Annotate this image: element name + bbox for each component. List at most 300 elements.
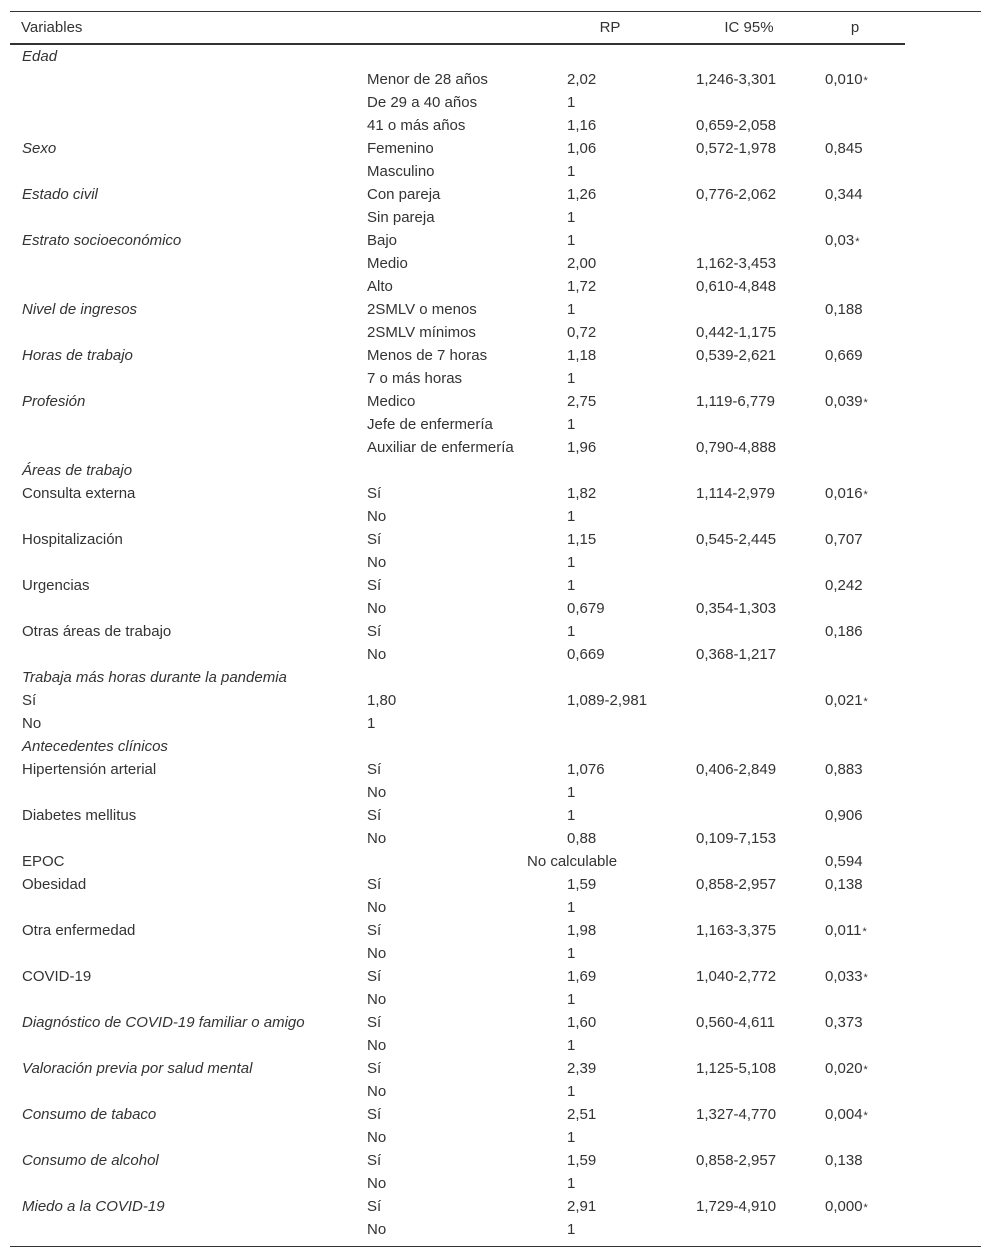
variable-cell-text: Obesidad [22, 876, 87, 893]
ic-cell-text: 1,114-2,979 [696, 485, 775, 502]
p-cell-text: 0,033 [825, 968, 863, 985]
category-cell-text: No [367, 945, 387, 962]
significance-mark: * [863, 696, 868, 708]
ic-cell [696, 1057, 776, 1080]
table-row [0, 1057, 992, 1080]
table-row [0, 896, 992, 919]
category-cell [367, 367, 462, 390]
p-cell-text: 0,883 [825, 761, 863, 778]
rp-cell [567, 436, 596, 459]
table-row [0, 804, 992, 827]
p-cell [825, 390, 868, 415]
table-row [0, 321, 992, 344]
ic-cell [696, 114, 776, 137]
ic-cell [696, 390, 775, 413]
rp-cell [567, 321, 596, 344]
ic-cell-text: 0,539-2,621 [696, 347, 777, 364]
table-row [0, 183, 992, 206]
category-cell [367, 1195, 381, 1218]
ic-cell [696, 137, 776, 160]
p-cell-text: 0,016 [825, 485, 863, 502]
table-row [0, 137, 992, 160]
rp-cell-text: 1 [567, 416, 576, 433]
ic-cell [696, 1011, 775, 1034]
section-label [22, 735, 168, 758]
variable-cell-text: Profesión [22, 393, 86, 410]
variable-cell-text: EPOC [22, 853, 65, 870]
p-cell [825, 574, 863, 597]
p-cell-text: 0,03 [825, 232, 855, 249]
variable-cell-text: Valoración previa por salud mental [22, 1060, 253, 1077]
variable-cell [22, 1057, 252, 1080]
p-cell-text: 0,010 [825, 71, 863, 88]
rp-cell [567, 919, 596, 942]
ic-cell-text: 1,246-3,301 [696, 71, 777, 88]
variable-cell-text: Hospitalización [22, 531, 123, 548]
variable-cell-text: Diagnóstico de COVID-19 familiar o amigo [22, 1014, 305, 1031]
rp-cell-text: 1,076 [567, 761, 605, 778]
ic-cell-text: 0,560-4,611 [696, 1014, 775, 1031]
variable-cell [22, 229, 181, 252]
ic-cell [696, 597, 776, 620]
category-cell-text: Alto [367, 278, 393, 295]
variable-cell-text: Hipertensión arterial [22, 761, 157, 778]
rp-cell-text: 1,18 [567, 347, 597, 364]
header-variables: Variables [21, 19, 83, 36]
table-row [0, 712, 992, 735]
category-cell-text: 41 o más años [367, 117, 466, 134]
p-cell [825, 873, 863, 896]
significance-mark: * [855, 236, 860, 248]
no-calculable-cell [527, 850, 617, 873]
rp-cell [567, 505, 575, 528]
table-row [0, 873, 992, 896]
category-cell-text: Sí [367, 577, 382, 594]
table-row [0, 1149, 992, 1172]
rp-cell-text: 1,69 [567, 968, 597, 985]
p-cell [825, 528, 863, 551]
section-label-text: Edad [22, 48, 58, 65]
ic-cell [696, 436, 776, 459]
p-cell-text: 0,344 [825, 186, 863, 203]
variable-cell [22, 344, 133, 367]
p-cell-text: 0,906 [825, 807, 863, 824]
ic-cell-text: 0,858-2,957 [696, 1152, 777, 1169]
category-cell-text: Sí [367, 761, 382, 778]
section-header-row [0, 459, 992, 482]
table-row [0, 942, 992, 965]
category-cell-text: Sí [367, 485, 382, 502]
table-row [0, 1126, 992, 1149]
significance-mark: * [863, 1110, 868, 1122]
rp-cell [567, 298, 575, 321]
category-cell-text: Sí [367, 876, 382, 893]
rp-cell [567, 643, 605, 666]
variable-cell-text: Consumo de alcohol [22, 1152, 159, 1169]
rp-cell [567, 275, 596, 298]
category-cell-text: 7 o más horas [367, 370, 463, 387]
variable-cell-text: Consumo de tabaco [22, 1106, 157, 1123]
rp-cell [567, 988, 575, 1011]
category-cell-text: Femenino [367, 140, 434, 157]
category-cell-text: No [367, 646, 387, 663]
p-cell-text: 0,138 [825, 1152, 863, 1169]
significance-mark: * [863, 397, 868, 409]
rp-cell-text: 1,72 [567, 278, 597, 295]
rp-cell [567, 896, 575, 919]
rp-cell [567, 160, 575, 183]
category-cell [367, 390, 415, 413]
rp-cell [567, 758, 605, 781]
section-header-row [0, 45, 992, 68]
ic-cell-text: 0,109-7,153 [696, 830, 777, 847]
category-cell [367, 114, 465, 137]
category-cell [367, 1011, 381, 1034]
variable-cell [22, 574, 90, 597]
significance-mark: * [863, 1202, 868, 1214]
category-cell-text: Sí [367, 1014, 382, 1031]
rp-cell [567, 390, 596, 413]
rp-cell [567, 574, 575, 597]
category-cell-text: 2SMLV mínimos [367, 324, 476, 341]
variable-cell [22, 965, 91, 988]
category-cell [367, 298, 477, 321]
category-cell [367, 781, 386, 804]
category-cell [367, 758, 381, 781]
ic-cell [696, 643, 776, 666]
table-row [0, 689, 992, 712]
category-cell [22, 712, 41, 735]
category-cell-text: No [367, 600, 387, 617]
table-row [0, 574, 992, 597]
variable-cell [22, 620, 171, 643]
table-row [0, 252, 992, 275]
table-row [0, 390, 992, 413]
table-row [0, 551, 992, 574]
variable-cell [22, 528, 123, 551]
ic-cell [696, 183, 776, 206]
table-row [0, 344, 992, 367]
rp-cell-text: 2,00 [567, 255, 597, 272]
rp-cell-text: 1,26 [567, 186, 597, 203]
rp-cell-text: 2,02 [567, 71, 597, 88]
ic-cell-text: 0,354-1,303 [696, 600, 777, 617]
category-cell [367, 827, 386, 850]
ic-cell [696, 873, 776, 896]
rp-cell-text: 1 [567, 1129, 576, 1146]
variable-cell [22, 390, 85, 413]
category-cell-text: Auxiliar de enfermería [367, 439, 514, 456]
ic-cell-text: 0,790-4,888 [696, 439, 777, 456]
p-cell-text: 0,594 [825, 853, 863, 870]
p-cell [825, 1103, 868, 1128]
ic-cell-text: 0,858-2,957 [696, 876, 777, 893]
category-cell-text: Sí [367, 531, 382, 548]
category-cell [367, 137, 434, 160]
category-cell-text: No [367, 1221, 387, 1238]
rp-cell-text: 1,59 [567, 1152, 597, 1169]
category-cell-text: Sin pareja [367, 209, 435, 226]
category-cell [367, 597, 386, 620]
category-cell [367, 873, 381, 896]
variable-cell-text: Urgencias [22, 577, 90, 594]
category-cell-text: Sí [367, 968, 382, 985]
table-row [0, 528, 992, 551]
category-cell [367, 321, 476, 344]
variable-cell-text: Estrato socioeconómico [22, 232, 182, 249]
ic-cell-text: 1,162-3,453 [696, 255, 777, 272]
p-cell [825, 344, 863, 367]
ic-cell [696, 965, 776, 988]
rp-cell-text: 2,39 [567, 1060, 597, 1077]
rp-cell-text: 1,60 [567, 1014, 597, 1031]
category-cell [367, 1057, 381, 1080]
p-cell-text: 0,242 [825, 577, 863, 594]
header-ic95: IC 95% [724, 19, 774, 36]
category-cell-text: De 29 a 40 años [367, 94, 478, 111]
rp-cell-text: 1 [567, 301, 576, 318]
ic-cell-text: 0,610-4,848 [696, 278, 777, 295]
rp-cell-text: 0,669 [567, 646, 605, 663]
p-cell-text: 0,186 [825, 623, 863, 640]
table-row [0, 1195, 992, 1218]
rp-cell-text: 1,06 [567, 140, 597, 157]
table-row [0, 827, 992, 850]
p-cell-text: 0,845 [825, 140, 863, 157]
category-cell-text: Bajo [367, 232, 398, 249]
category-cell [367, 919, 381, 942]
category-cell-text: No [367, 830, 387, 847]
category-cell-text: No [367, 1037, 387, 1054]
category-cell [367, 183, 440, 206]
rp-cell-text: 1 [567, 94, 576, 111]
rp-cell-text: 1,15 [567, 531, 597, 548]
rp-cell-text: 1,82 [567, 485, 597, 502]
p-cell-text: 0,138 [825, 876, 863, 893]
rp-cell-text: 2,51 [567, 1106, 597, 1123]
category-cell-text: Sí [367, 807, 382, 824]
table-row [0, 1103, 992, 1126]
ic-cell-text: 1,125-5,108 [696, 1060, 777, 1077]
table-row [0, 758, 992, 781]
variable-cell [22, 482, 135, 505]
category-cell-text: Con pareja [367, 186, 441, 203]
category-cell-text: No [367, 1129, 387, 1146]
category-cell [367, 965, 381, 988]
category-cell [367, 1218, 386, 1241]
table-row [0, 68, 992, 91]
category-cell [367, 1172, 386, 1195]
rp-cell-text: 1 [567, 784, 576, 801]
variable-cell-text: Diabetes mellitus [22, 807, 137, 824]
p-cell-text: 0,707 [825, 531, 863, 548]
rp-cell-text: 1 [567, 209, 576, 226]
rp-cell [567, 68, 596, 91]
rp-cell-text: 1 [567, 1221, 576, 1238]
variable-cell [22, 919, 135, 942]
category-cell [367, 574, 381, 597]
rp-cell [567, 229, 575, 252]
category-cell [367, 1126, 386, 1149]
category-cell-text: Sí [367, 1152, 382, 1169]
category-cell-text: No [367, 899, 387, 916]
variable-cell [22, 137, 56, 160]
rp-cell-text: 2,75 [567, 393, 597, 410]
category-cell [367, 551, 386, 574]
rp-cell-text: 0,679 [567, 600, 605, 617]
rp-cell [567, 551, 575, 574]
rp-cell-text: 1 [567, 899, 576, 916]
section-label-text: Trabaja más horas durante la pandemia [22, 669, 287, 686]
rp-cell [567, 482, 596, 505]
section-label [22, 666, 287, 689]
rp-cell-text: 1,16 [567, 117, 597, 134]
category-cell [367, 252, 408, 275]
rp-cell-text: 1,80 [367, 692, 397, 709]
ic-cell [696, 344, 776, 367]
ic-cell [696, 919, 776, 942]
variable-cell-text: Estado civil [22, 186, 98, 203]
category-cell-text: Sí [367, 623, 382, 640]
ic-cell [696, 528, 776, 551]
ic-cell [696, 275, 776, 298]
section-label-text: Antecedentes clínicos [22, 738, 168, 755]
ic-cell-text: 1,163-3,375 [696, 922, 777, 939]
rp-cell-text: 1 [367, 715, 376, 732]
rp-cell-text: 1 [567, 370, 576, 387]
category-cell-text: No [367, 991, 387, 1008]
table-row [0, 965, 992, 988]
ic-cell [696, 1103, 776, 1126]
variable-cell-text: Consulta externa [22, 485, 136, 502]
rp-cell-text: 1 [567, 623, 576, 640]
table-row [0, 91, 992, 114]
table-row [0, 597, 992, 620]
ic-cell-text: 0,442-1,175 [696, 324, 777, 341]
rp-cell-text: 1 [567, 508, 576, 525]
rp-cell [567, 413, 575, 436]
category-cell [367, 275, 393, 298]
table-bottom-rule [10, 1246, 981, 1247]
rp-cell [567, 1080, 575, 1103]
p-cell [825, 1195, 868, 1220]
rp-cell [567, 873, 596, 896]
ic-cell-text: 0,545-2,445 [696, 531, 777, 548]
rp-cell-text: 1 [567, 232, 576, 249]
rp-cell [367, 689, 396, 712]
p-cell-text: 0,373 [825, 1014, 863, 1031]
rp-cell-text: 0,72 [567, 324, 597, 341]
category-cell [367, 505, 386, 528]
ic-cell [696, 827, 776, 850]
ic-cell-text: 0,572-1,978 [696, 140, 777, 157]
rp-cell [567, 942, 575, 965]
variable-cell-text: Miedo a la COVID-19 [22, 1198, 165, 1215]
ic-cell [696, 1195, 776, 1218]
rp-cell-text: 1,96 [567, 439, 597, 456]
rp-cell [567, 1172, 575, 1195]
rp-cell [567, 1011, 596, 1034]
category-cell [367, 482, 381, 505]
variable-cell [22, 1011, 305, 1034]
rp-cell [567, 1126, 575, 1149]
rp-cell [567, 206, 575, 229]
table-row [0, 367, 992, 390]
p-cell [825, 804, 863, 827]
ic-cell-text: 0,776-2,062 [696, 186, 777, 203]
p-cell [825, 1011, 863, 1034]
rp-cell [567, 827, 596, 850]
significance-mark: * [863, 972, 868, 984]
section-header-row [0, 666, 992, 689]
p-cell-text: 0,039 [825, 393, 863, 410]
table-row [0, 413, 992, 436]
table-row [0, 781, 992, 804]
category-cell-text: No [367, 1083, 387, 1100]
category-cell [367, 804, 381, 827]
significance-mark: * [863, 489, 868, 501]
variable-cell-text: Sexo [22, 140, 57, 157]
category-cell [367, 942, 386, 965]
table-row [0, 1011, 992, 1034]
p-cell [825, 229, 859, 254]
p-cell [825, 183, 863, 206]
category-cell-text: Sí [367, 1060, 382, 1077]
significance-mark: * [862, 926, 867, 938]
category-cell [367, 528, 381, 551]
rp-cell-text: 1 [567, 1175, 576, 1192]
p-cell-text: 0,188 [825, 301, 863, 318]
section-header-row [0, 735, 992, 758]
ic-cell [696, 1149, 776, 1172]
table-row [0, 505, 992, 528]
ic-cell [696, 68, 776, 91]
variable-cell-text: Otra enfermedad [22, 922, 136, 939]
ic-cell [696, 252, 776, 275]
category-cell [367, 620, 381, 643]
table-row [0, 482, 992, 505]
p-cell [825, 620, 863, 643]
variable-cell [22, 1149, 159, 1172]
rp-cell-text: 1 [567, 1037, 576, 1054]
rp-cell [567, 804, 575, 827]
ic-cell-text: 0,406-2,849 [696, 761, 777, 778]
category-cell [367, 413, 493, 436]
category-cell-text: Medico [367, 393, 416, 410]
category-cell [22, 689, 36, 712]
significance-mark: * [863, 75, 868, 87]
category-cell [367, 229, 397, 252]
rp-cell [567, 252, 596, 275]
rp-cell [567, 137, 596, 160]
rp-cell [367, 712, 375, 735]
rp-cell [567, 620, 575, 643]
p-cell [825, 919, 867, 944]
variable-cell-text: Nivel de ingresos [22, 301, 138, 318]
rp-cell-text: 1 [567, 577, 576, 594]
p-cell [825, 298, 863, 321]
variable-cell [22, 804, 136, 827]
ic-cell [696, 758, 776, 781]
rp-cell-text: 1 [567, 554, 576, 571]
category-cell-text: Sí [367, 1106, 382, 1123]
table-row [0, 1218, 992, 1241]
table-row [0, 229, 992, 252]
header-p: p [850, 19, 860, 36]
rp-cell [567, 781, 575, 804]
ic-cell [696, 321, 776, 344]
variable-cell-text: COVID-19 [22, 968, 92, 985]
